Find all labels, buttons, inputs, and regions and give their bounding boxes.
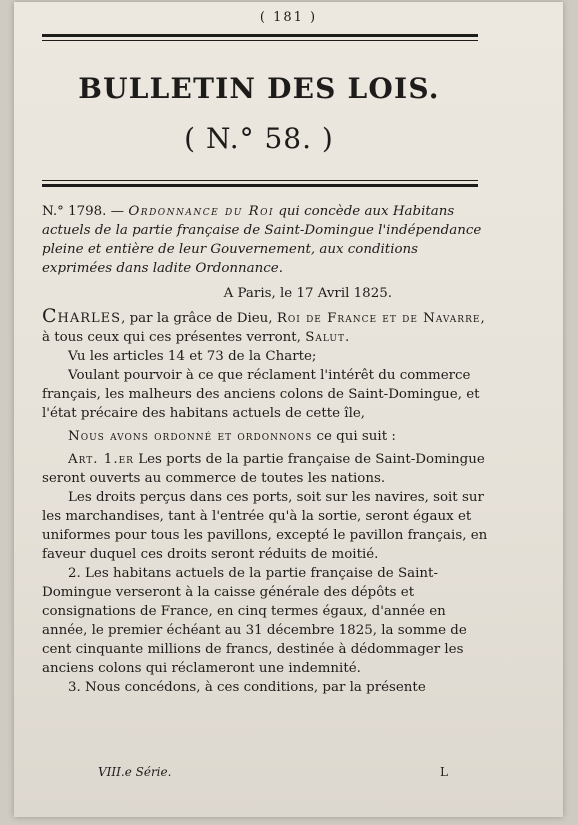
document-body [42,202,492,697]
ordonnance-number: N.° 1798. — [42,204,125,219]
preamble-part2: , à tous ceux qui ces présentes verront, [42,311,485,345]
ordonnance-text: qui concède aux Habitans actuels de la partie française de Saint-Domingue l'indépendance pleine et entière de leur Gouvernement, aux conditions exprimées dans ladite Ordonnance. [42,204,482,276]
top-rule-thin [42,40,478,41]
page-footer [98,765,458,779]
preamble-roi: Roi de France et de Navarre [276,311,481,326]
preamble [42,307,492,347]
footer-serie: VIII.e Série. [98,765,172,779]
bulletin-number: ( N.° 58. ) [184,122,334,155]
mid-rule-thick [42,184,478,187]
ordonnance-heading [42,202,492,278]
mid-rule-thin [42,180,478,181]
droits-paragraph: Les droits perçus dans ces ports, soit sur les navires, soit sur les marchandises, tant à l'entrée qu'à la sortie, seront égaux et uniformes pour tous les pavillons, excepté le pavillon français, en faveur duquel ces droits seront réduits de moitié. [42,490,488,562]
article-1 [42,450,492,488]
article-2: 2. Les habitans actuels de la partie française de Saint-Domingue verseront à la caisse générale des dépôts et consignations de France, en cinq termes égaux, d'année en année, le premier échéant au 31 décembre 1825, la somme de cent cinquante millions de francs, destinée à dédommager les anciens colons qui réclameront une indemnité. [42,566,467,676]
ordonnance-label: Ordonnance du Roi [128,204,275,219]
ordonnance-date: A Paris, le 17 Avril 1825. [223,286,392,301]
page-number: ( 181 ) [259,10,318,25]
ordonne-rest: ce qui suit : [312,429,396,444]
ordonne-text: Nous avons ordonné et ordonnons [68,429,313,444]
bulletin-title: BULLETIN DES LOIS. [78,72,440,105]
preamble-charles: Charles [42,305,122,327]
article-1-label: Art. 1.er [68,452,134,467]
preamble-salut: Salut. [305,330,351,345]
article-1-text: Les ports de la partie française de Saint-Domingue seront ouverts au commerce de toutes les nations. [42,452,485,486]
document-page [14,2,563,817]
voulant-paragraph: Voulant pourvoir à ce que réclament l'intérêt du commerce français, les malheurs des anciens colons de Saint-Domingue, et l'état précaire des habitans actuels de cette île, [42,368,480,421]
footer-signature: L [440,765,448,779]
preamble-part1: , par la grâce de Dieu, [121,311,277,326]
article-3: 3. Nous concédons, à ces conditions, par la présente [68,680,426,695]
ordonne-paragraph [42,427,492,446]
top-rule-thick [42,34,478,37]
vu-paragraph: Vu les articles 14 et 73 de la Charte; [68,349,317,364]
